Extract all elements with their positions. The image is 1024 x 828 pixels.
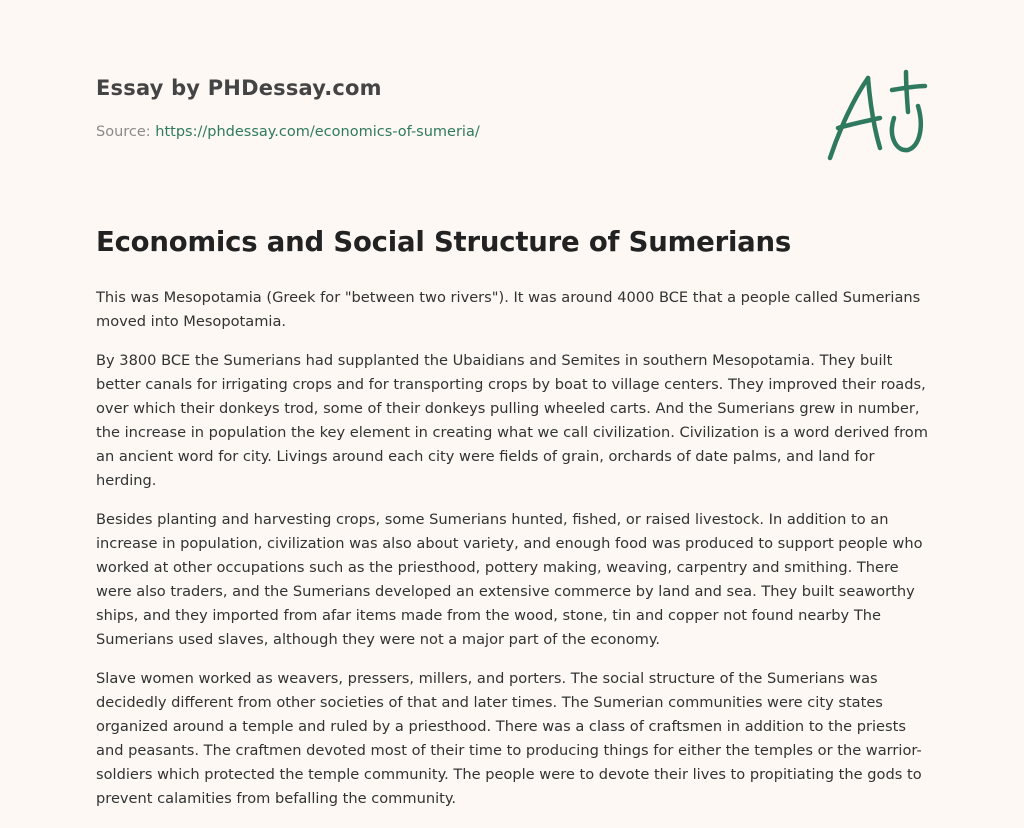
essay-paragraph: This was Mesopotamia (Greek for "between two rivers"). It was around 4000 BCE that a people called Sumerians moved into Mesopotamia.: [96, 289, 921, 330]
site-title: Essay by PHDessay.com: [96, 76, 382, 100]
a-plus-logo-icon: [824, 66, 928, 166]
essay-title: Economics and Social Structure of Sumerians: [96, 226, 792, 258]
essay-page: [96, 0, 928, 807]
essay-paragraph: Slave women worked as weavers, pressers, millers, and porters. The social structure of the Sumerians was decidedly different from other societies of that and later times. The Sumerian communities were city states organized around a temple and ruled by a priesthood. There was a class of craftsmen in addition to the priests and peasants. The craftmen devoted most of their time to producing things for either the temples or the warrior-soldiers which protected the temple community. The people were to devote their lives to propitiating the gods to prevent calamities from befalling the community.: [96, 670, 922, 807]
source-label: Source:: [96, 124, 151, 140]
page-header: [96, 0, 928, 190]
essay-body: [96, 286, 928, 826]
essay-paragraph: By 3800 BCE the Sumerians had supplanted the Ubaidians and Semites in southern Mesopotamia. They built better canals for irrigating crops and for transporting crops by boat to village centers. They improved their roads, over which their donkeys trod, some of their donkeys pulling wheeled carts. And the Sumerians grew in number, the increase in population the key element in creating what we call civilization. Civilization is a word derived from an ancient word for city. Livings around each city were fields of grain, orchards of date palms, and land for herding.: [96, 352, 928, 489]
essay-paragraph: Besides planting and harvesting crops, some Sumerians hunted, fished, or raised livestock. In addition to an increase in population, civilization was also about variety, and enough food was produced to support people who worked at other occupations such as the priesthood, pottery making, weaving, carpentry and smithing. There were also traders, and the Sumerians developed an extensive commerce by land and sea. They built seaworthy ships, and they imported from afar items made from the wood, stone, tin and copper not found nearby The Sumerians used slaves, although they were not a major part of the economy.: [96, 511, 923, 648]
source-line: [96, 124, 480, 140]
source-link[interactable]: https://phdessay.com/economics-of-sumeria/: [155, 124, 480, 140]
